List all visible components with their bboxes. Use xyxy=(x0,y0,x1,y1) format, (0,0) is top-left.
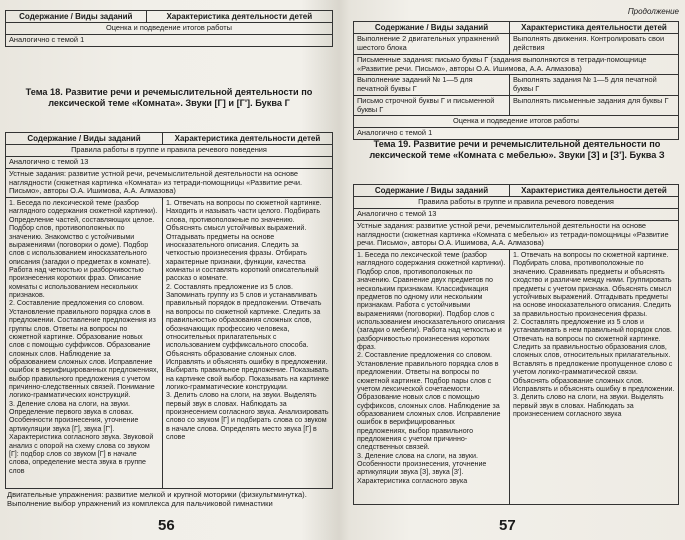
cell-motor-activity: Выполнять движения. Контролировать свои действия xyxy=(510,34,679,54)
row-same-as-topic: Аналогично с темой 13 xyxy=(6,157,333,169)
table-continuation-right xyxy=(353,21,679,140)
table-continuation-left xyxy=(5,10,333,47)
col-header-activity: Характеристика деятельности детей xyxy=(146,11,332,23)
cell-writing-activity: Выполнять письменные задания для буквы Г xyxy=(510,95,679,115)
row-oral-tasks: Устные задания: развитие устной речи, речемыслительной деятельности на основе наглядности (сюжетная картинка «Комната с мебелью» из тетради-помощницы «Развитие речи. Письмо», авторы О.А. Ишимова, А.А. Алмазова) xyxy=(354,220,679,249)
cell-activity: 1. Отвечать на вопросы по сюжетной картинке. Подбирать слова, противоположные по значению. Сравнивать предметы и объяснять сходство и различие между ними. Группировать предметы с учетом признака. Объяснять смысл устойчивых выражений. Отгадывать предметы на основе иносказательного описания. Следить за правильностью произнесения фразы. 2. Составлять предложение из 5 слов и устанавливать в нем правильный порядок слов. Отвечать на вопросы по сюжетной картинке. Следить за правильностью образования слов, сложных слов, относительных прилагательных. Вставлять в предложение пропущенное слово с учетом логико-грамматической связи. Объяснять образование сложных слов. Исправлять и объяснять ошибку в предложении. 3. Делить слово на слоги, на звуки. Выделять первый звук в словах. Наблюдать за произнесением согласного звука xyxy=(510,250,679,505)
row-group-rules: Правила работы в группе и правила речевого поведения xyxy=(354,197,679,209)
row-same-as-topic: Аналогично с темой 1 xyxy=(354,128,679,140)
row-evaluation: Оценка и подведение итогов работы xyxy=(6,23,333,35)
page-left xyxy=(0,0,338,540)
col-header-content: Содержание / Виды заданий xyxy=(6,133,163,145)
cell-writing-letter: Письмо строчной буквы Г и письменной буквы Г xyxy=(354,95,510,115)
topic-18-title: Тема 18. Развитие речи и речемыслительной деятельности по лексической теме «Комната». Звуки [Г] и [Г']. Буква Г xyxy=(25,87,313,109)
col-header-content: Содержание / Виды заданий xyxy=(354,185,510,197)
col-header-activity: Характеристика деятельности детей xyxy=(510,22,679,34)
topic-19-title: Тема 19. Развитие речи и речемыслительной деятельности по лексической теме «Комната с мебелью». Звуки [З] и [З']. Буква З xyxy=(369,139,665,161)
col-header-activity: Характеристика деятельности детей xyxy=(162,133,332,145)
row-group-rules: Правила работы в группе и правила речевого поведения xyxy=(6,145,333,157)
cell-content: 1. Беседа по лексической теме (разбор наглядного содержания сюжетной картинки). Определение частей, составляющих целое. Подбор слов, противоположных по значению. Знакомство с устойчивыми выражениями (поговорки о доме). Подбор слов с использованием иносказательного описания (загадки о предметах в комнате). Работа над четкостью и разборчивостью произнесения коротких фраз. Описание комнаты с использованием нескольких признаков. 2. Составление предложения со словом. Установление правильного порядка слов в предложении. Составление предложения из группы слов. Ответы на вопросы по сюжетной картинке. Образование новых слов с помощью суффиксов. Образование сложных слов. Наблюдение за образованием сложных слов. Исправление ошибок в верифицированных предложениях, выбор правильного предложения с учетом причинно-следственных связей. Понимание логико-грамматических конструкций. 3. Деление слова на слоги, на звуки. Определение первого звука в словах. Особенности произнесения, уточнение артикуляции звука [Г], звука [Г']. Характеристика согласного звука. Звуковой анализ с опорой на схему слова со звуком [Г]: подбор слов со звуком [Г] в начале слова, определение места звука в группе слов xyxy=(6,198,163,489)
col-header-content: Содержание / Виды заданий xyxy=(354,22,510,34)
motor-exercises-text: Двигательные упражнения: развитие мелкой и крупной моторики (физкультминутка). Выполнение выбор упражнений из комплекса для пальчиковой гимнастики xyxy=(7,490,307,509)
row-same-as-topic: Аналогично с темой 13 xyxy=(354,209,679,221)
row-evaluation: Оценка и подведение итогов работы xyxy=(354,116,679,128)
cell-activity: 1. Отвечать на вопросы по сюжетной картинке. Находить и называть части целого. Подбирать слова, противоположные по значению. Объяснять смысл устойчивых выражений. Отгадывать предметы на основе иносказательного описания. Следить за четкостью произнесения фразы. Отбирать характерные признаки, функции, качества комнаты и составлять короткий описательный рассказ о комнате. 2. Составлять предложение из 5 слов. Запоминать группу из 5 слов и устанавливать правильный порядок в предложении. Отвечать на вопросы по сюжетной картинке. Следить за правильностью образования сложных слов, обозначающих профессию человека, относительных прилагательных с использованием суффиксального способа. Объяснять образование сложных слов. Исправлять и объяснять ошибку в предложении. Выбирать правильное предложение. Показывать на картинке свой выбор. Показывать на картинке логико-грамматические конструкции. 3. Делить слово на слоги, на звуки. Выделять первый звук в словах. Наблюдать за произнесением согласного звука. Анализировать слово со звуком [Г] и подбирать слова со звуком в начале слова. Определять место звука [Г] в слове xyxy=(162,198,332,489)
cell-content: 1. Беседа по лексической теме (разбор наглядного содержания сюжетной картинки). Подбор слов, противоположных по значению. Сравнение двух предметов по нескольким признакам. Классификация предметов по одному или нескольким признакам. Работа с устойчивыми выражениями (поговорки). Подбор слов с использованием иносказательного описания (загадки о мебели). Работа над четкостью и разборчивостью произнесения коротких фраз. 2. Составление предложения со словом. Установление правильного порядка слов в предложении. Ответы на вопросы по сюжетной картинке. Подбор пары слов с учетом лексической сочетаемости. Образование новых слов с помощью суффиксов, сложных слов. Наблюдение за образованием сложных слов. Исправление ошибок в верифицированных предложениях, выбор правильного предложения с учетом причинно-следственных связей. 3. Деление слова на слоги, на звуки. Особенности произнесения, уточнение артикуляции звука [З], звука [З']. Характеристика согласного звука xyxy=(354,250,510,505)
row-same-as-topic: Аналогично с темой 1 xyxy=(6,35,333,47)
col-header-activity: Характеристика деятельности детей xyxy=(510,185,679,197)
table-topic-18 xyxy=(5,132,333,489)
cell-tasks-print: Выполнение заданий № 1—5 для печатной буквы Г xyxy=(354,75,510,95)
row-written-tasks: Письменные задания: письмо буквы Г (задания выполняются в тетради-помощнице «Развитие речи. Письмо», авторы О.А. Ишимова, А.А. Алмазова) xyxy=(354,54,679,74)
continuation-label: Продолжение xyxy=(627,7,679,16)
cell-tasks-print-activity: Выполнять задания № 1—5 для печатной буквы Г xyxy=(510,75,679,95)
table-topic-19 xyxy=(353,184,679,505)
row-oral-tasks: Устные задания: развитие устной речи, речемыслительной деятельности на основе наглядности (сюжетная картинка «Комната» из тетради-помощницы «Развитие речи. Письмо», авторы О.А. Ишимова, А.А. Алмазова) xyxy=(6,168,333,197)
cell-motor-exercise: Выполнение 2 двигательных упражнений шестого блока xyxy=(354,34,510,54)
page-right xyxy=(345,0,685,540)
page-number-left: 56 xyxy=(158,517,175,534)
col-header-content: Содержание / Виды заданий xyxy=(6,11,147,23)
page-number-right: 57 xyxy=(499,517,516,534)
